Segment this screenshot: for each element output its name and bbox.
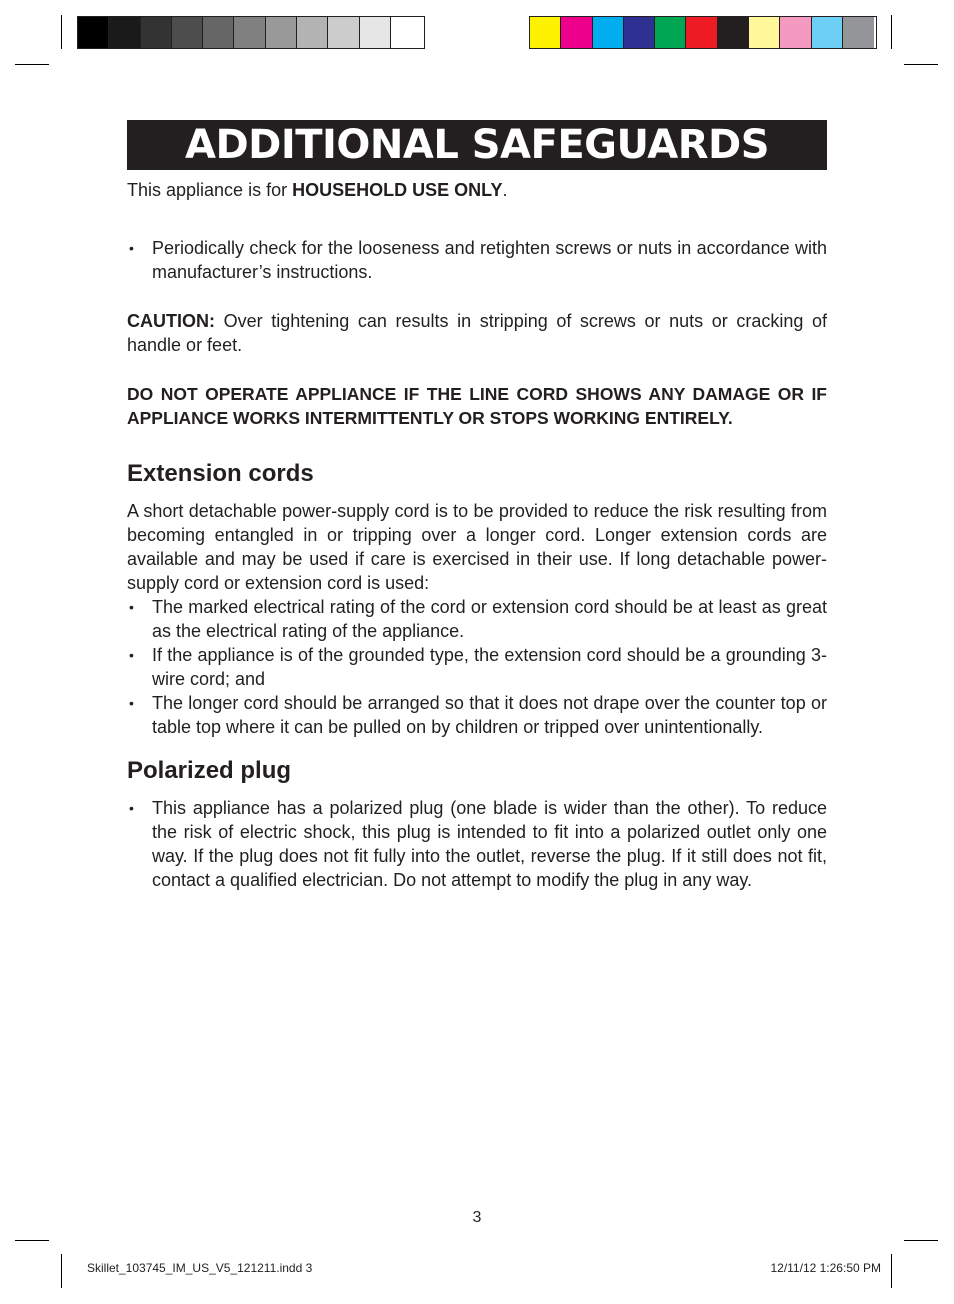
color-swatch (297, 17, 328, 48)
color-swatch (812, 17, 843, 48)
intro-text (127, 178, 827, 202)
crop-mark (15, 1240, 49, 1241)
color-swatch (655, 17, 686, 48)
color-swatch (686, 17, 717, 48)
color-swatch (78, 17, 109, 48)
bullet-icon: • (129, 695, 134, 711)
color-swatch (109, 17, 140, 48)
color-swatch (391, 17, 422, 48)
color-swatch (328, 17, 359, 48)
caution-paragraph (127, 309, 827, 357)
color-swatch (624, 17, 655, 48)
bullet-icon: • (129, 240, 134, 256)
grayscale-color-bar (77, 16, 425, 49)
page-number: 3 (472, 1209, 482, 1226)
extension-cords-paragraph: A short detachable power-supply cord is to be provided to reduce the risk resulting from becoming entangled in or tripping over a longer cord. Longer extension cords are available and may be used if care is exercised in their use. If long detachable power-supply cord or extension cord is used: (127, 501, 827, 593)
color-swatch (843, 17, 874, 48)
color-swatch (749, 17, 780, 48)
polarized-plug-heading: Polarized plug (127, 757, 292, 784)
bullet-icon: • (129, 599, 134, 615)
caution-label: CAUTION: (127, 311, 215, 331)
extension-cords-heading: Extension cords (127, 460, 314, 487)
color-swatch (172, 17, 203, 48)
color-swatch (266, 17, 297, 48)
list-item (127, 691, 827, 739)
title-banner (127, 120, 827, 170)
list-item-text: If the appliance is of the grounded type, the extension cord should be a grounding 3-wire cord; and (152, 645, 827, 689)
intro-prefix: This appliance is for (127, 180, 293, 200)
bullet-icon: • (129, 800, 134, 816)
intro-suffix: . (502, 180, 508, 200)
color-swatch (530, 17, 561, 48)
list-item (127, 595, 827, 643)
color-swatch (141, 17, 172, 48)
polarized-plug-list (127, 796, 827, 892)
crop-mark (904, 1240, 938, 1241)
page-title: ADDITIONAL SAFEGUARDS (184, 122, 770, 168)
color-swatch (593, 17, 624, 48)
list-item (127, 643, 827, 691)
extension-cords-list (127, 595, 827, 739)
color-swatch (718, 17, 749, 48)
maintenance-list (127, 236, 827, 284)
crop-mark (904, 64, 938, 65)
slug-timestamp: 12/11/12 1:26:50 PM (770, 1261, 881, 1275)
color-swatch (561, 17, 592, 48)
color-swatch (203, 17, 234, 48)
list-item-text: The longer cord should be arranged so that it does not drape over the counter top or table top where it can be pulled on by children or tripped over unintentionally. (152, 693, 827, 737)
crop-mark (61, 15, 62, 49)
color-swatch (780, 17, 811, 48)
crop-mark (891, 1254, 892, 1288)
color-swatch (360, 17, 391, 48)
caution-text: Over tightening can results in stripping of screws or nuts or cracking of handle or feet. (127, 311, 827, 355)
bullet-icon: • (129, 647, 134, 663)
list-item (127, 236, 827, 284)
list-item-text: This appliance has a polarized plug (one blade is wider than the other). To reduce the risk of electric shock, this plug is intended to fit into a polarized outlet only one way. If the plug does not fit fully into the outlet, reverse the plug. If it still does not fit, contact a qualified electrician. Do not attempt to modify the plug in any way. (152, 798, 827, 890)
page-content (127, 120, 827, 892)
list-item-text: The marked electrical rating of the cord or extension cord should be at least as great as the electrical rating of the appliance. (152, 597, 827, 641)
crop-mark (891, 15, 892, 49)
crop-mark (15, 64, 49, 65)
warning-paragraph: DO NOT OPERATE APPLIANCE IF THE LINE CORD SHOWS ANY DAMAGE OR IF APPLIANCE WORKS INTERMITTENTLY OR STOPS WORKING ENTIRELY. (127, 384, 827, 428)
crop-mark (61, 1254, 62, 1288)
color-swatch (234, 17, 265, 48)
intro-emphasis: HOUSEHOLD USE ONLY (292, 180, 503, 200)
list-item-text: Periodically check for the looseness and retighten screws or nuts in accordance with manufacturer’s instructions. (152, 238, 827, 282)
slug-filename: Skillet_103745_IM_US_V5_121211.indd 3 (87, 1261, 313, 1275)
process-color-bar (529, 16, 877, 49)
list-item (127, 796, 827, 892)
